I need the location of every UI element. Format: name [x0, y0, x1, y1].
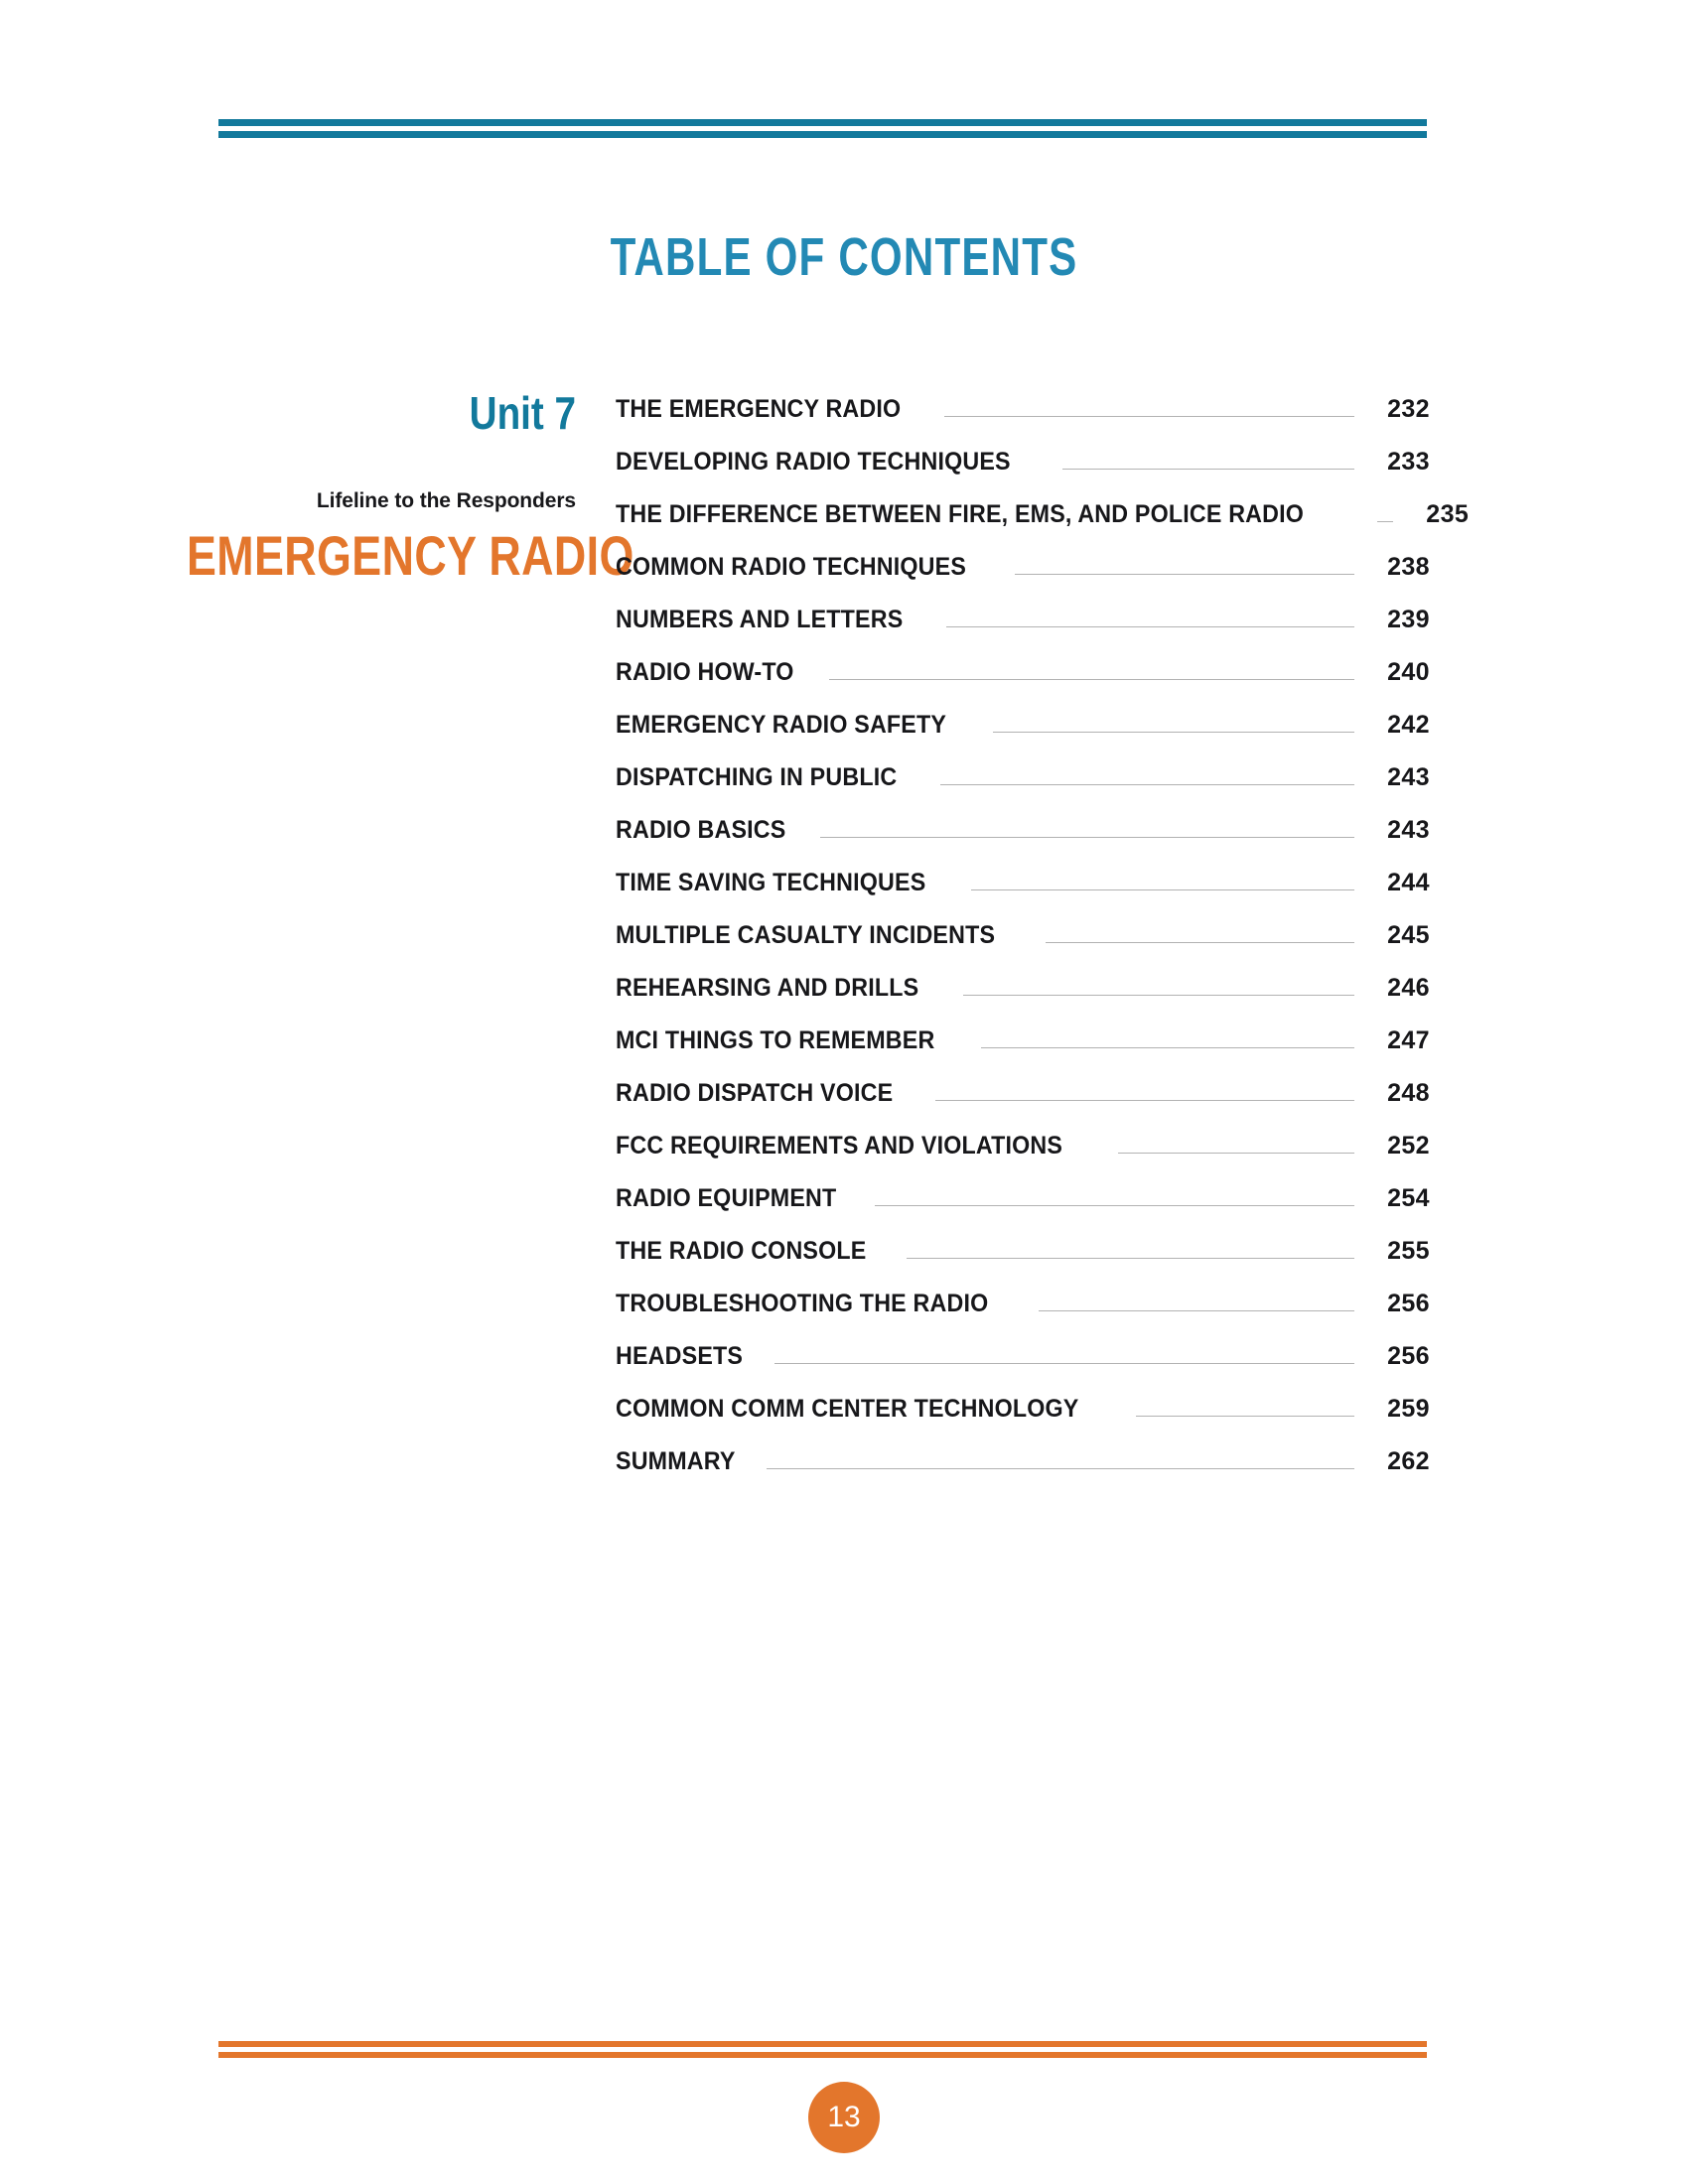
toc-row[interactable]: [616, 448, 1430, 500]
toc-entry-title: TROUBLESHOOTING THE RADIO: [616, 1290, 989, 1317]
toc-entry-page-number: 240: [1387, 658, 1430, 686]
toc-leader-line: [993, 732, 1354, 733]
toc-row[interactable]: [616, 1290, 1430, 1342]
toc-row[interactable]: [616, 553, 1430, 606]
footer-page-number-badge: 13: [808, 2082, 880, 2153]
toc-entry-page-number: 256: [1387, 1290, 1430, 1317]
toc-row[interactable]: [616, 1026, 1430, 1079]
toc-entry-title: MCI THINGS TO REMEMBER: [616, 1026, 935, 1054]
toc-entry-page-number: 256: [1387, 1342, 1430, 1370]
toc-entry-page-number: 243: [1387, 816, 1430, 844]
toc-entry-title: COMMON COMM CENTER TECHNOLOGY: [616, 1395, 1079, 1423]
toc-leader-line: [963, 995, 1354, 996]
header-rule-bottom: [218, 131, 1427, 138]
toc-entry-title: DEVELOPING RADIO TECHNIQUES: [616, 448, 1011, 476]
toc-entry-page-number: 245: [1387, 921, 1430, 949]
toc-row[interactable]: [616, 974, 1430, 1026]
toc-entry-page-number: 243: [1387, 763, 1430, 791]
toc-leader-line: [774, 1363, 1354, 1364]
toc-entry-page-number: 244: [1387, 869, 1430, 896]
toc-entry-title: RADIO BASICS: [616, 816, 786, 844]
toc-entry-title: THE DIFFERENCE BETWEEN FIRE, EMS, AND POLICE RADIO: [616, 500, 1305, 528]
toc-leader-line: [1118, 1153, 1354, 1154]
toc-leader-line: [1062, 469, 1354, 470]
toc-leader-line: [935, 1100, 1354, 1101]
toc-row[interactable]: [616, 500, 1470, 553]
toc-row[interactable]: [616, 395, 1430, 448]
toc-row[interactable]: [616, 1184, 1430, 1237]
unit-identity-block: [89, 387, 634, 587]
toc-entry-title: COMMON RADIO TECHNIQUES: [616, 553, 967, 581]
toc-entry-title: DISPATCHING IN PUBLIC: [616, 763, 898, 791]
toc-leader-line: [1039, 1310, 1354, 1311]
toc-entry-page-number: 235: [1426, 500, 1470, 528]
unit-tagline: Lifeline to the Responders: [316, 489, 576, 512]
toc-entry-title: THE EMERGENCY RADIO: [616, 395, 902, 423]
toc-leader-line: [1046, 942, 1354, 943]
table-of-contents-list: [616, 395, 1470, 1500]
toc-entry-title: FCC REQUIREMENTS AND VIOLATIONS: [616, 1132, 1063, 1160]
toc-leader-line: [971, 889, 1354, 890]
toc-entry-page-number: 247: [1387, 1026, 1430, 1054]
toc-entry-title: RADIO EQUIPMENT: [616, 1184, 837, 1212]
toc-row[interactable]: [616, 711, 1430, 763]
toc-entry-title: EMERGENCY RADIO SAFETY: [616, 711, 947, 739]
toc-entry-title: THE RADIO CONSOLE: [616, 1237, 867, 1265]
toc-row[interactable]: [616, 816, 1430, 869]
toc-entry-page-number: 254: [1387, 1184, 1430, 1212]
unit-heading: EMERGENCY RADIO: [187, 524, 634, 587]
toc-entry-page-number: 233: [1387, 448, 1430, 476]
toc-row[interactable]: [616, 1079, 1430, 1132]
toc-leader-line: [946, 626, 1354, 627]
toc-leader-line: [820, 837, 1354, 838]
toc-entry-page-number: 248: [1387, 1079, 1430, 1107]
toc-leader-line: [1377, 521, 1393, 522]
toc-entry-page-number: 232: [1387, 395, 1430, 423]
toc-entry-title: MULTIPLE CASUALTY INCIDENTS: [616, 921, 996, 949]
toc-entry-title: REHEARSING AND DRILLS: [616, 974, 919, 1002]
toc-leader-line: [1136, 1416, 1354, 1417]
toc-entry-title: SUMMARY: [616, 1447, 736, 1475]
toc-leader-line: [829, 679, 1354, 680]
toc-entry-page-number: 246: [1387, 974, 1430, 1002]
toc-entry-page-number: 262: [1387, 1447, 1430, 1475]
footer-rule-bottom: [218, 2052, 1427, 2058]
header-rule-top: [218, 119, 1427, 126]
toc-row[interactable]: [616, 1395, 1430, 1447]
toc-leader-line: [767, 1468, 1354, 1469]
toc-leader-line: [875, 1205, 1354, 1206]
toc-row[interactable]: [616, 763, 1430, 816]
toc-entry-page-number: 239: [1387, 606, 1430, 633]
toc-row[interactable]: [616, 658, 1430, 711]
toc-entry-page-number: 252: [1387, 1132, 1430, 1160]
toc-entry-title: HEADSETS: [616, 1342, 744, 1370]
toc-leader-line: [944, 416, 1354, 417]
toc-row[interactable]: [616, 921, 1430, 974]
toc-leader-line: [907, 1258, 1354, 1259]
toc-entry-page-number: 242: [1387, 711, 1430, 739]
page-title: TABLE OF CONTENTS: [610, 227, 1078, 287]
header-rule-group: [218, 119, 1427, 138]
unit-number-label: Unit 7: [469, 387, 576, 439]
toc-row[interactable]: [616, 1342, 1430, 1395]
toc-row[interactable]: [616, 869, 1430, 921]
toc-entry-title: RADIO DISPATCH VOICE: [616, 1079, 894, 1107]
toc-leader-line: [940, 784, 1354, 785]
toc-entry-title: TIME SAVING TECHNIQUES: [616, 869, 926, 896]
toc-entry-page-number: 259: [1387, 1395, 1430, 1423]
toc-row[interactable]: [616, 1447, 1430, 1500]
toc-leader-line: [981, 1047, 1354, 1048]
toc-entry-title: RADIO HOW-TO: [616, 658, 794, 686]
toc-leader-line: [1015, 574, 1354, 575]
footer-rule-group: [218, 2041, 1427, 2058]
toc-row[interactable]: [616, 606, 1430, 658]
toc-entry-page-number: 238: [1387, 553, 1430, 581]
toc-entry-page-number: 255: [1387, 1237, 1430, 1265]
toc-entry-title: NUMBERS AND LETTERS: [616, 606, 904, 633]
toc-row[interactable]: [616, 1132, 1430, 1184]
toc-row[interactable]: [616, 1237, 1430, 1290]
